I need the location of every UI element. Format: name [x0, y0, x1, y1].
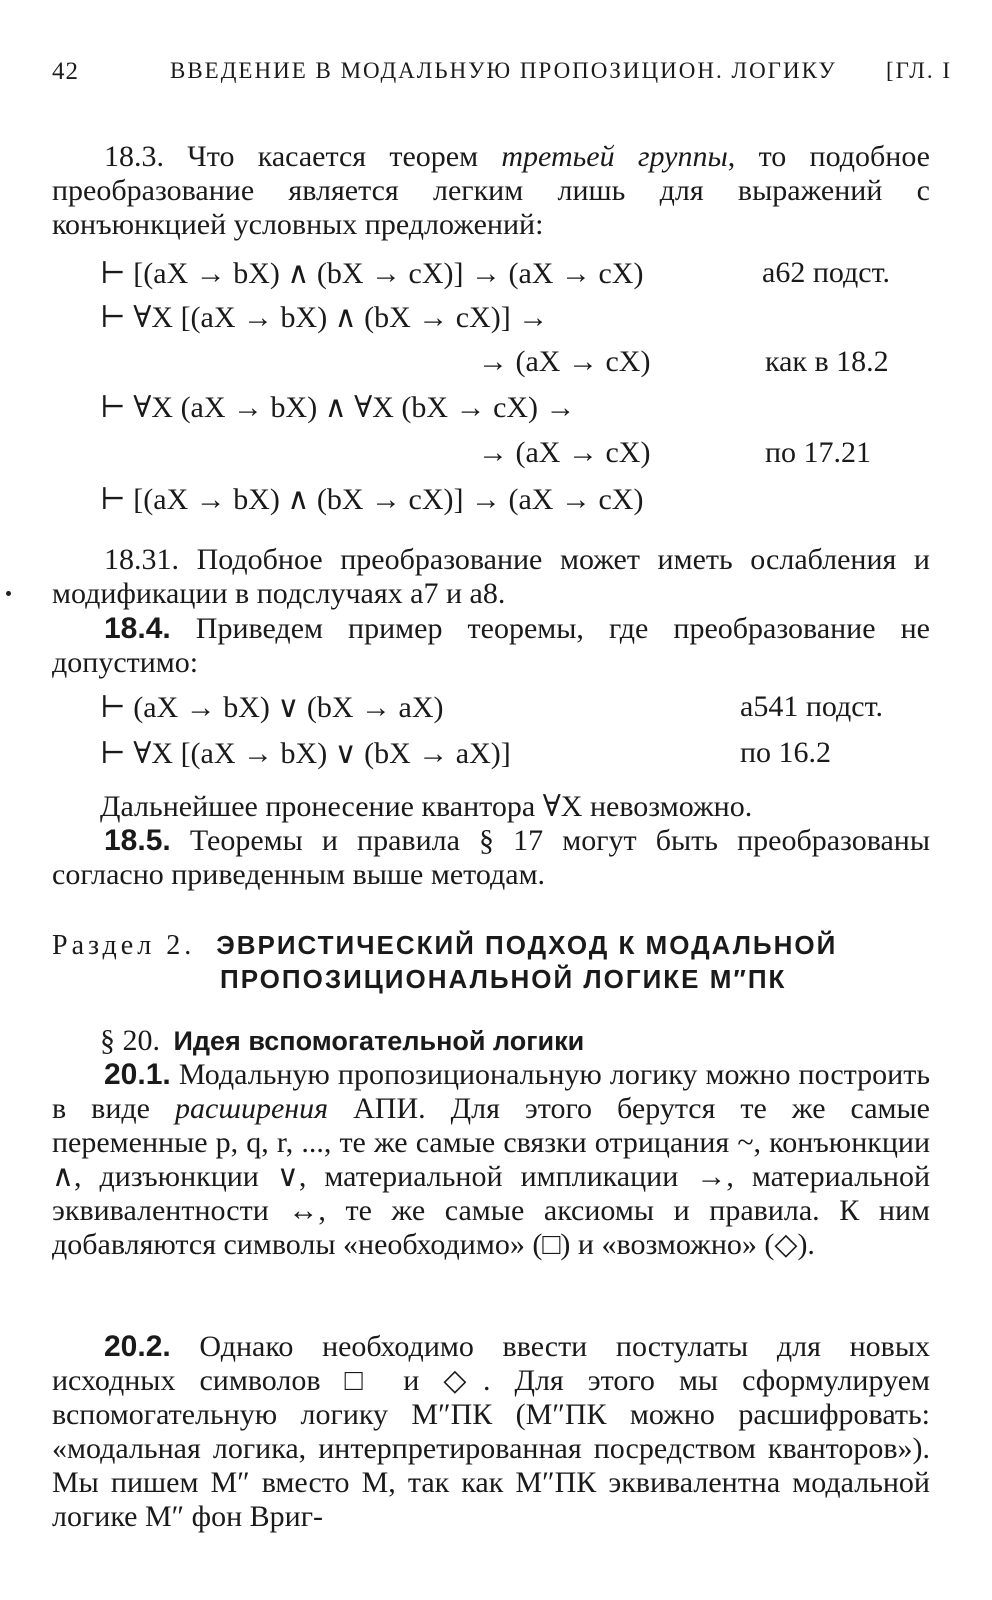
- running-header: [52, 58, 952, 92]
- margin-dot: [6, 591, 11, 596]
- running-title: ВВЕДЕНИЕ В МОДАЛЬНУЮ ПРОПОЗИЦИОН. ЛОГИКУ: [170, 58, 837, 83]
- formula-note: как в 18.2: [765, 345, 889, 378]
- formula-note: a62 подст.: [762, 256, 890, 289]
- para-number: 18.3.: [104, 140, 164, 173]
- section-heading-2: [220, 964, 920, 996]
- section-title-line-1: ЭВРИСТИЧЕСКИЙ ПОДХОД К МОДАЛЬНОЙ: [216, 930, 838, 960]
- formula-line: ⊢ ∀X [(aX → bX) ∨ (bX → aX)]: [100, 737, 511, 770]
- page-number: 42: [52, 58, 79, 85]
- section-title-line-2: ПРОПОЗИЦИОНАЛЬНОЙ ЛОГИКЕ M″ПК: [220, 964, 787, 994]
- formula-note: a541 подст.: [740, 690, 883, 723]
- formula-line: ⊢ [(aX → bX) ∧ (bX → cX)] → (aX → cX): [100, 483, 644, 516]
- formula-line: ⊢ ∀X (aX → bX) ∧ ∀X (bX → cX) →: [100, 391, 576, 424]
- chapter-marker: [ГЛ. I: [886, 58, 952, 83]
- para-number: 18.31.: [104, 543, 179, 576]
- paragraph-18-31: 18.31. Подобное преобразование может иметь ослабления и модификации в подслучаях a7 и a8.: [52, 543, 930, 610]
- formula-line: → (aX → cX): [478, 436, 651, 469]
- paragraph-18-3: 18.3. Что касается теорем третьей группы, то подобное преобразование является легким лишь для выражений с конъюнкцией условных предложений:: [52, 140, 931, 241]
- paragraph-18-4: 18.4. Приведем пример теоремы, где преобразование не допустимо:: [52, 612, 930, 679]
- subsection-number: § 20.: [100, 1024, 160, 1057]
- paragraph-20-2: 20.2. Однако необходимо ввести постулаты для новых исходных символов □ и ◇. Для этого мы сформулируем вспомогательную логику M″ПК (M″ПК можно расшифровать: «модальная логика, интерпретированная посредством кванторов»). Мы пишем M″ вместо M, так как M″ПК эквивалентна модальной логике M″ фон Вриг-: [52, 1330, 930, 1533]
- paragraph-18-5: 18.5. Теоремы и правила § 17 могут быть преобразованы согласно приведенным выше методам.: [52, 824, 930, 891]
- section-heading: [52, 930, 930, 962]
- formula-line: ⊢ [(aX → bX) ∧ (bX → cX)] → (aX → cX): [100, 257, 644, 290]
- formula-line: → (aX → cX): [478, 345, 651, 378]
- emphasis: третьей группы: [501, 140, 728, 173]
- emphasis: расширения: [175, 1092, 329, 1125]
- formula-line: ⊢ ∀X [(aX → bX) ∧ (bX → cX)] →: [100, 301, 549, 334]
- formula-line: ⊢ (aX → bX) ∨ (bX → aX): [100, 691, 444, 724]
- para-number: 20.1.: [104, 1058, 171, 1091]
- formula-note: по 16.2: [740, 736, 832, 769]
- para-number: 18.4.: [104, 612, 171, 645]
- paragraph-20-1: 20.1. Модальную пропозициональную логику можно построить в виде расширения АПИ. Для этого берутся те же самые переменные p, q, r, ..., те же самые связки отрицания ~, конъюнкции ∧, дизъюнкции ∨, материальной импликации →, материальной эквивалентности ↔, те же самые аксиомы и правила. К ним добавляются символы «необходимо» (□) и «возможно» (◇).: [52, 1058, 930, 1261]
- paragraph-further: Дальнейшее пронесение квантора ∀X невозможно.: [100, 790, 753, 823]
- para-number: 20.2.: [104, 1330, 171, 1363]
- para-number: 18.5.: [104, 824, 171, 857]
- subsection-title: Идея вспомогательной логики: [173, 1026, 585, 1056]
- section-label: Раздел 2.: [52, 930, 196, 961]
- subsection-heading: [100, 1024, 584, 1058]
- formula-note: по 17.21: [765, 436, 872, 469]
